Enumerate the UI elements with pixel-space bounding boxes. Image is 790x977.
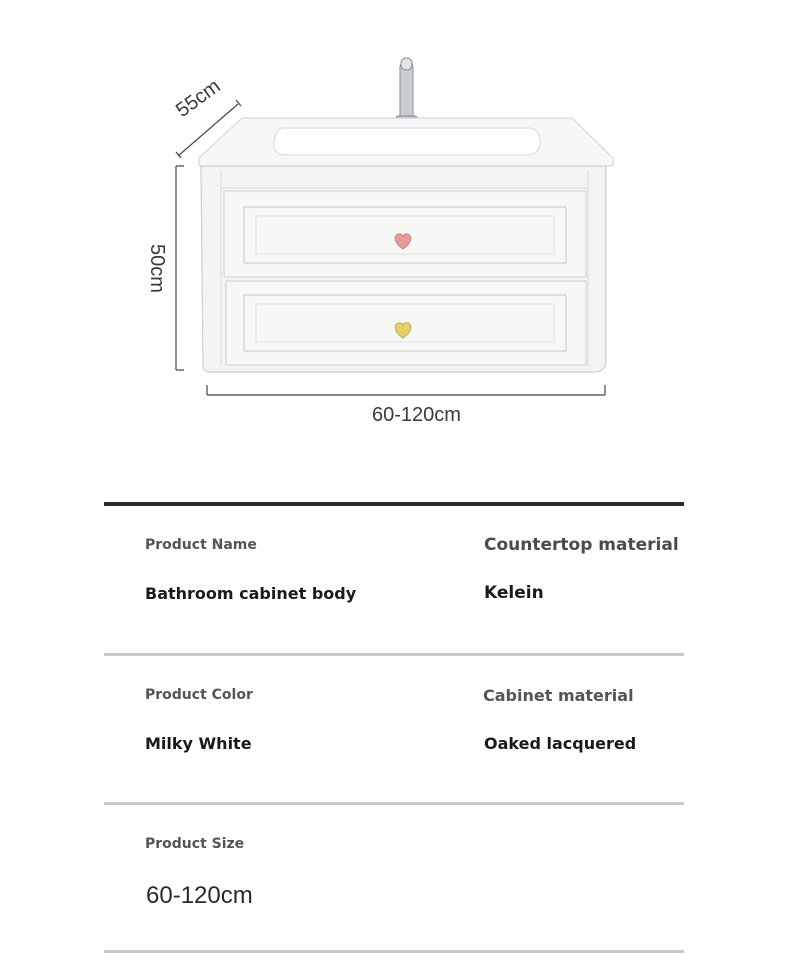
height-label: 50cm: [146, 244, 168, 293]
product-name-label: Product Name: [145, 537, 257, 553]
vanity-illustration: [0, 0, 790, 470]
cabinet-material-value: Oaked lacquered: [484, 734, 637, 753]
product-color-label: Product Color: [145, 687, 253, 703]
product-color-value: Milky White: [145, 734, 252, 753]
row-divider: [104, 653, 684, 656]
countertop-material-label: Countertop material: [484, 535, 679, 555]
countertop: [199, 118, 613, 166]
product-name-value: Bathroom cabinet body: [145, 584, 357, 603]
cabinet-material-label: Cabinet material: [483, 686, 634, 705]
product-image: [0, 0, 790, 470]
depth-label: 55cm: [172, 75, 225, 122]
product-size-label: Product Size: [145, 836, 245, 852]
width-label: 60-120cm: [372, 404, 461, 426]
row-divider: [104, 950, 684, 953]
faucet: [396, 58, 417, 122]
countertop-material-value: Kelein: [484, 583, 544, 603]
spec-table-top-rule: [104, 502, 684, 506]
row-divider: [104, 802, 684, 805]
product-size-value: 60-120cm: [146, 882, 253, 909]
